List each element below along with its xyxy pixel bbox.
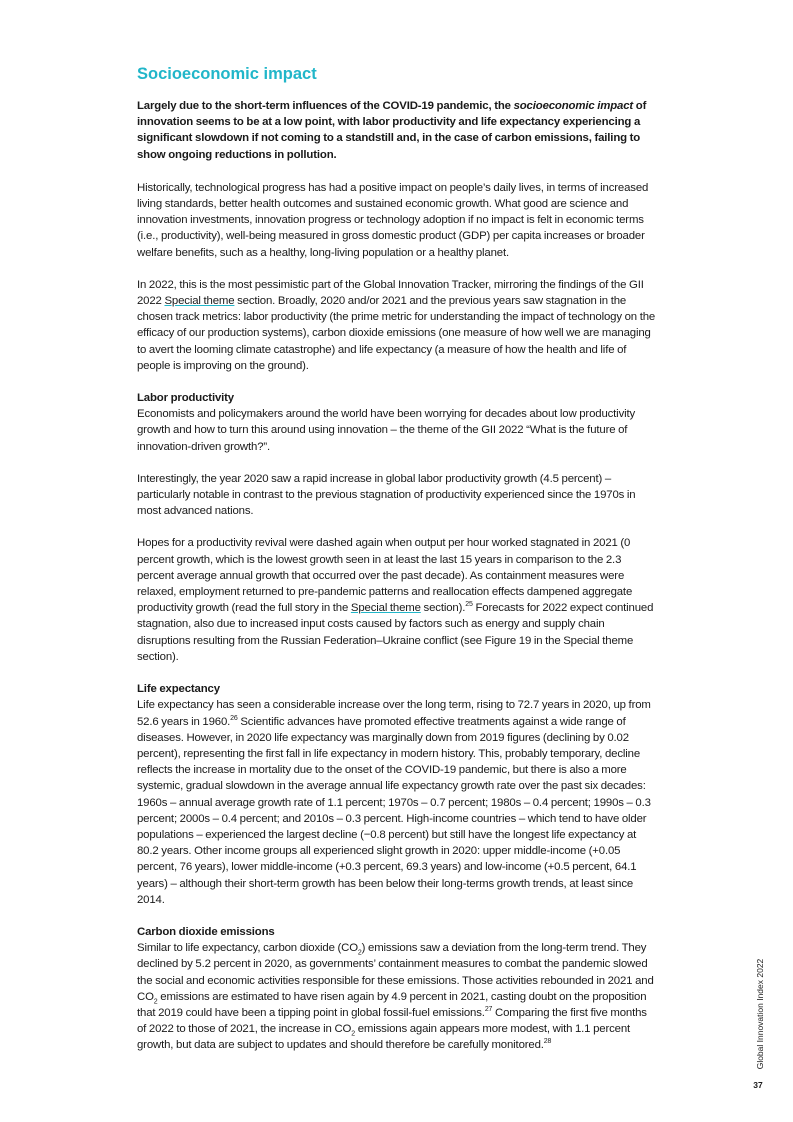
co2-subscript: 2 (351, 1030, 355, 1038)
main-content (137, 62, 657, 1070)
co2-subscript: 2 (357, 949, 362, 957)
tracker-text-b: section. Broadly, 2020 and/or 2021 and the previous years saw stagnation in the chosen track metrics: labor productivity (the prime metric for understanding the impact of technology on the efficacy of our production systems), carbon dioxide emissions (one measure of how well we are managing to avert the looming climate catastrophe) and life expectancy (a measure of how the health and life of people is improving on the ground). (137, 295, 656, 372)
carbon-text-a: Similar to life expectancy, carbon dioxide (CO (137, 942, 358, 955)
special-theme-link[interactable]: Special theme (164, 295, 235, 308)
carbon-text-e: emissions again appears more modest, with 1.1 percent growth, but data are subject to updates and should therefore be carefully monitored. (137, 1023, 631, 1052)
footnote-28[interactable]: 28 (543, 1038, 552, 1046)
page-number: 37 (753, 1080, 763, 1090)
carbon-text-b: ) emissions saw a deviation from the long-term trend. They declined by 5.2 percent in 2020, as governments’ containment measures to combat the pandemic slowed the social and economic activities responsible for these emissions. Those activities rebounded in 2021 and CO (137, 942, 654, 1003)
life-paragraph (137, 681, 657, 908)
footnote-26[interactable]: 26 (230, 714, 238, 722)
running-title-text: Global Innovation Index 2022 (755, 958, 765, 1070)
labor-text-3c: Forecasts for 2022 expect continued stagnation, also due to increased input costs caused by factors such as energy and supply chain disruptions resulting from the Russian Federation–Ukraine conflict (see Figure 19 in the Special theme section). (137, 602, 654, 663)
carbon-text-c: emissions are estimated to have risen again by 4.9 percent in 2021, casting doubt on the proposition that 2019 could have been a tipping point in global fossil-fuel emissions. (137, 990, 647, 1019)
labor-subheading: Labor productivity (137, 392, 234, 405)
labor-text-3b: section). (420, 602, 466, 615)
lead-text-c: of innovation seems to be at a low point, with labor productivity and life expectancy experiencing a significant slowdown if not coming to a standstill and, in the case of carbon emissions, failing to show ongoing reductions in pollution. (137, 100, 647, 161)
running-title (752, 955, 768, 1073)
carbon-subheading: Carbon dioxide emissions (137, 925, 275, 938)
section-heading: Socioeconomic impact (137, 65, 317, 83)
labor-text-1: Economists and policymakers around the world have been worrying for decades about low productivity growth and how to turn this around using innovation – the theme of the GII 2022 “What is the future of innovation-driven growth?”. (137, 408, 636, 453)
lead-paragraph (137, 98, 657, 163)
carbon-paragraph (137, 924, 657, 1054)
footnote-25[interactable]: 25 (465, 601, 473, 609)
special-theme-link-2[interactable]: Special theme (350, 602, 421, 615)
labor-paragraph-1 (137, 390, 657, 455)
lead-emphasis: socioeconomic impact (513, 100, 634, 112)
tracker-paragraph (137, 277, 657, 374)
life-text-a: Life expectancy has seen a considerable increase over the long term, rising to 72.7 years in 2020, up from 52.6 years in 1960. (137, 699, 651, 728)
life-text-b: Scientific advances have promoted effective treatments against a wide range of diseases. However, in 2020 life expectancy was marginally down from 2019 figures (declining by 0.02 percent), representing the first fall in life expectancy in modern history. This, probably temporary, decline reflects the increase in mortality due to the onset of the COVID-19 pandemic, but there is also a more systemic, gradual slowdown in the average annual life expectancy growth rate over the past six decades: 1960s – annual average growth rate of 1.1 percent; 1970s – 0.7 percent; 1980s – 0.4 percent; 1990s – 0.3 percent; 2000s – 0.4 percent; and 2010s – 0.3 percent. High-income countries – which tend to have older populations – experienced the largest decline (−0.8 percent) but still have the longest life expectancy at 80.2 years. Other income groups all experienced slight growth in 2020: upper middle-income (+0.05 percent, 76 years), lower middle-income (+0.3 percent, 69.3 years) and low-income (+0.5 percent, 64.1 years) – although their short-term growth has been below their long-terms growth trends, at least since 2014. (137, 715, 651, 906)
lead-text-a: Largely due to the short-term influences of the COVID-19 pandemic, the (137, 100, 514, 112)
labor-paragraph-2: Interestingly, the year 2020 saw a rapid increase in global labor productivity growth (4.5 percent) – particularly notable in contrast to the previous stagnation of productivity experienced since the 1970s in most advanced nations. (137, 472, 636, 518)
footnote-27[interactable]: 27 (484, 1006, 493, 1014)
co2-subscript: 2 (153, 998, 158, 1006)
carbon-text-d: Comparing the first five months of 2022 to those of 2021, the increase in CO (137, 1006, 647, 1036)
life-subheading: Life expectancy (137, 683, 220, 696)
tracker-text-a: In 2022, this is the most pessimistic part of the Global Innovation Tracker, mirroring the findings of the GII 2022 (137, 278, 644, 308)
labor-text-3a: Hopes for a productivity revival were dashed again when output per hour worked stagnated in 2021 (0 percent growth, which is the lowest growth seen in at least the last 15 years in comparison to the 2.3 percent average annual growth that occurred over the past decade). As containment measures were relaxed, employment returned to pre-pandemic patterns and reallocation effects dampened aggregate productivity growth (read the full story in the (137, 537, 633, 615)
intro-paragraph: Historically, technological progress has had a positive impact on people’s daily lives, in terms of increased living standards, better health outcomes and sustained economic growth. What good are science and innovation investments, innovation progress or technology adoption if no impact is felt in economic terms (i.e., productivity), well-being measured in gross domestic product (GDP) per capita increases or broader welfare benefits, such as a healthy, long-living population or a healthy planet. (137, 181, 649, 259)
labor-paragraph-3 (137, 535, 657, 665)
